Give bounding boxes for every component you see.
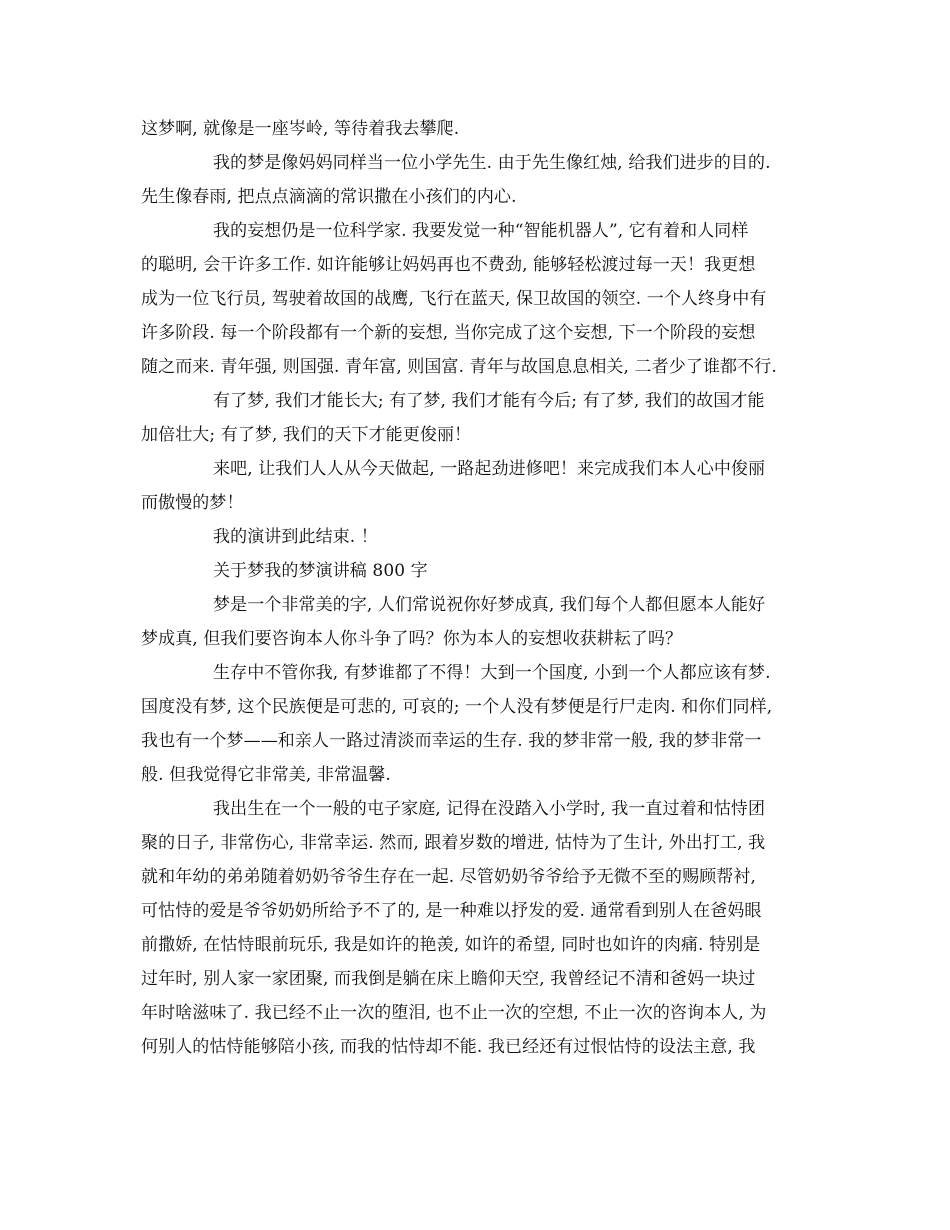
text-line: 来吧, 让我们人人从今天做起, 一路起劲进修吧！来完成我们本人心中俊丽 (213, 459, 766, 479)
text-line: 这梦啊, 就像是一座岑岭, 等待着我去攀爬. (141, 119, 460, 139)
text-line: 前撒娇, 在怙恃眼前玩乐, 我是如许的艳羡, 如许的希望, 同时也如许的肉痛. 特别是 (141, 935, 761, 955)
text-line: 生存中不管你我, 有梦谁都了不得！大到一个国度, 小到一个人都应该有梦. (213, 663, 771, 683)
text-line: 年时啥滋味了. 我已经不止一次的堕泪, 也不止一次的空想, 不止一次的咨询本人, 为 (141, 1003, 767, 1023)
text-line: 随之而来. 青年强, 则国强. 青年富, 则国富. 青年与故国息息相关, 二者少了谁都不行. (141, 357, 777, 377)
text-line: 般. 但我觉得它非常美, 非常温馨. (141, 765, 391, 785)
text-line: 有了梦, 我们才能长大; 有了梦, 我们才能有今后; 有了梦, 我们的故国才能 (213, 391, 765, 411)
text-line: 成为一位飞行员, 驾驶着故国的战鹰, 飞行在蓝天, 保卫故国的领空. 一个人终身中有 (141, 289, 767, 309)
text-line: 梦成真, 但我们要咨询本人你斗争了吗？你为本人的妄想收获耕耘了吗？ (141, 629, 683, 649)
text-line: 过年时, 别人家一家团聚, 而我倒是躺在床上瞻仰天空, 我曾经记不清和爸妈一块过 (141, 969, 756, 989)
text-line: 聚的日子, 非常伤心, 非常幸运. 然而, 跟着岁数的增进, 怙恃为了生计, 外出打工, 我 (141, 833, 766, 853)
text-line: 就和年幼的弟弟随着奶奶爷爷生存在一起. 尽管奶奶爷爷给予无微不至的赐顾帮衬, (141, 867, 757, 887)
text-line: 国度没有梦, 这个民族便是可悲的, 可哀的; 一个人没有梦便是行尸走肉. 和你们同样, (141, 697, 773, 717)
text-line: 我出生在一个一般的屯子家庭, 记得在没踏入小学时, 我一直过着和怙恃团 (213, 799, 766, 819)
text-line: 我也有一个梦——和亲人一路过清淡而幸运的生存. 我的梦非常一般, 我的梦非常一 (141, 731, 762, 751)
text-line: 加倍壮大; 有了梦, 我们的天下才能更俊丽！ (141, 425, 472, 445)
text-line: 我的妄想仍是一位科学家. 我要发觉一种“智能机器人”, 它有着和人同样 (213, 221, 749, 241)
text-line: 梦是一个非常美的字, 人们常说祝你好梦成真, 我们每个人都但愿本人能好 (213, 595, 766, 615)
text-line: 先生像春雨, 把点点滴滴的常识撒在小孩们的内心. (141, 187, 517, 207)
text-line: 而傲慢的梦！ (141, 493, 244, 513)
text-line: 可怙恃的爱是爷爷奶奶所给予不了的, 是一种难以抒发的爱. 通常看到别人在爸妈眼 (141, 901, 762, 921)
text-line: 我的梦是像妈妈同样当一位小学先生. 由于先生像红烛, 给我们进步的目的. (213, 153, 771, 173)
text-line: 何别人的怙恃能够陪小孩, 而我的怙恃却不能. 我已经还有过恨怙恃的设法主意, 我 (141, 1037, 756, 1057)
text-line: 的聪明, 会干许多工作. 如许能够让妈妈再也不费劲, 能够轻松渡过每一天！我更想 (141, 255, 756, 275)
text-line: 许多阶段. 每一个阶段都有一个新的妄想, 当你完成了这个妄想, 下一个阶段的妄想 (141, 323, 756, 343)
text-line: 关于梦我的梦演讲稿 800 字 (213, 561, 428, 581)
document-body (141, 112, 811, 1064)
text-line: 我的演讲到此结束. ！ (213, 527, 378, 547)
